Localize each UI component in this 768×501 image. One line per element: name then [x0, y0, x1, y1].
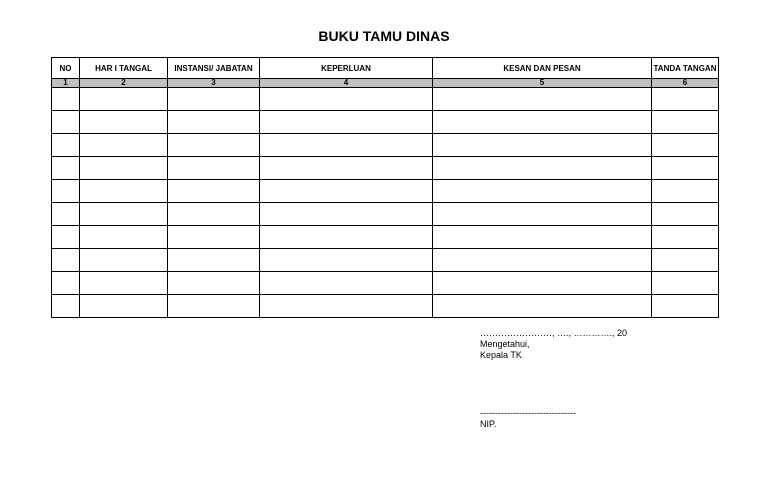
header-purpose: KEPERLUAN — [260, 58, 433, 79]
column-number: 4 — [260, 79, 433, 88]
table-row — [52, 272, 719, 295]
table-cell — [652, 134, 719, 157]
table-cell — [260, 226, 433, 249]
table-cell — [52, 157, 80, 180]
table-row — [52, 249, 719, 272]
table-cell — [52, 88, 80, 111]
document-title: BUKU TAMU DINAS — [318, 28, 450, 44]
table-cell — [52, 203, 80, 226]
table-cell — [433, 134, 652, 157]
table-cell — [652, 203, 719, 226]
table-cell — [260, 249, 433, 272]
table-cell — [260, 295, 433, 318]
table-cell — [80, 134, 168, 157]
table-cell — [652, 111, 719, 134]
table-cell — [168, 249, 260, 272]
table-cell — [52, 249, 80, 272]
header-date: HAR I TANGAL — [80, 58, 168, 79]
acknowledged-label: Mengetahui, — [480, 339, 530, 349]
table-cell — [80, 272, 168, 295]
table-cell — [168, 180, 260, 203]
table-cell — [652, 295, 719, 318]
table-cell — [80, 295, 168, 318]
table-cell — [433, 226, 652, 249]
nip-label: NIP. — [480, 419, 497, 429]
column-number: 2 — [80, 79, 168, 88]
table-cell — [52, 111, 80, 134]
table-cell — [260, 111, 433, 134]
signature-block — [480, 328, 627, 361]
header-row — [52, 58, 719, 79]
column-number: 1 — [52, 79, 80, 88]
table-cell — [433, 272, 652, 295]
table-cell — [433, 157, 652, 180]
table-cell — [260, 88, 433, 111]
nip-block — [480, 408, 576, 430]
header-impressions: KESAN DAN PESAN — [433, 58, 652, 79]
date-line: ……………………, …., …………., 20 — [480, 328, 628, 338]
table-cell — [260, 272, 433, 295]
header-signature: TANDA TANGAN — [652, 58, 719, 79]
table-cell — [652, 249, 719, 272]
table-cell — [260, 203, 433, 226]
column-number: 5 — [433, 79, 652, 88]
table-cell — [433, 111, 652, 134]
table-cell — [652, 272, 719, 295]
table-cell — [168, 134, 260, 157]
table-cell — [80, 157, 168, 180]
table-cell — [652, 157, 719, 180]
table-cell — [80, 111, 168, 134]
table-cell — [168, 88, 260, 111]
table-cell — [52, 272, 80, 295]
table-cell — [433, 203, 652, 226]
table-row — [52, 111, 719, 134]
table-cell — [168, 157, 260, 180]
table-row — [52, 180, 719, 203]
table-row — [52, 226, 719, 249]
table-cell — [168, 226, 260, 249]
table-row — [52, 295, 719, 318]
table-cell — [652, 88, 719, 111]
table-cell — [433, 249, 652, 272]
table-cell — [652, 226, 719, 249]
table-cell — [433, 88, 652, 111]
table-cell — [168, 295, 260, 318]
table-cell — [260, 157, 433, 180]
table-row — [52, 203, 719, 226]
table-cell — [652, 180, 719, 203]
table-cell — [80, 203, 168, 226]
table-cell — [80, 249, 168, 272]
table-cell — [52, 295, 80, 318]
table-cell — [433, 295, 652, 318]
table-cell — [52, 226, 80, 249]
signature-line: -------------------------------- — [480, 408, 576, 418]
table-cell — [52, 134, 80, 157]
table-cell — [260, 180, 433, 203]
table-cell — [80, 88, 168, 111]
table-cell — [168, 111, 260, 134]
column-number: 6 — [652, 79, 719, 88]
position-label: Kepala TK — [480, 350, 522, 360]
table-cell — [168, 203, 260, 226]
header-no: NO — [52, 58, 80, 79]
column-number-row — [52, 79, 719, 88]
table-cell — [80, 226, 168, 249]
table-cell — [433, 180, 652, 203]
table-cell — [168, 272, 260, 295]
table-row — [52, 88, 719, 111]
guest-book-table — [51, 57, 719, 318]
table-row — [52, 134, 719, 157]
table-cell — [80, 180, 168, 203]
column-number: 3 — [168, 79, 260, 88]
table-cell — [52, 180, 80, 203]
table-row — [52, 157, 719, 180]
header-institution: INSTANSI/ JABATAN — [168, 58, 260, 79]
table-cell — [260, 134, 433, 157]
